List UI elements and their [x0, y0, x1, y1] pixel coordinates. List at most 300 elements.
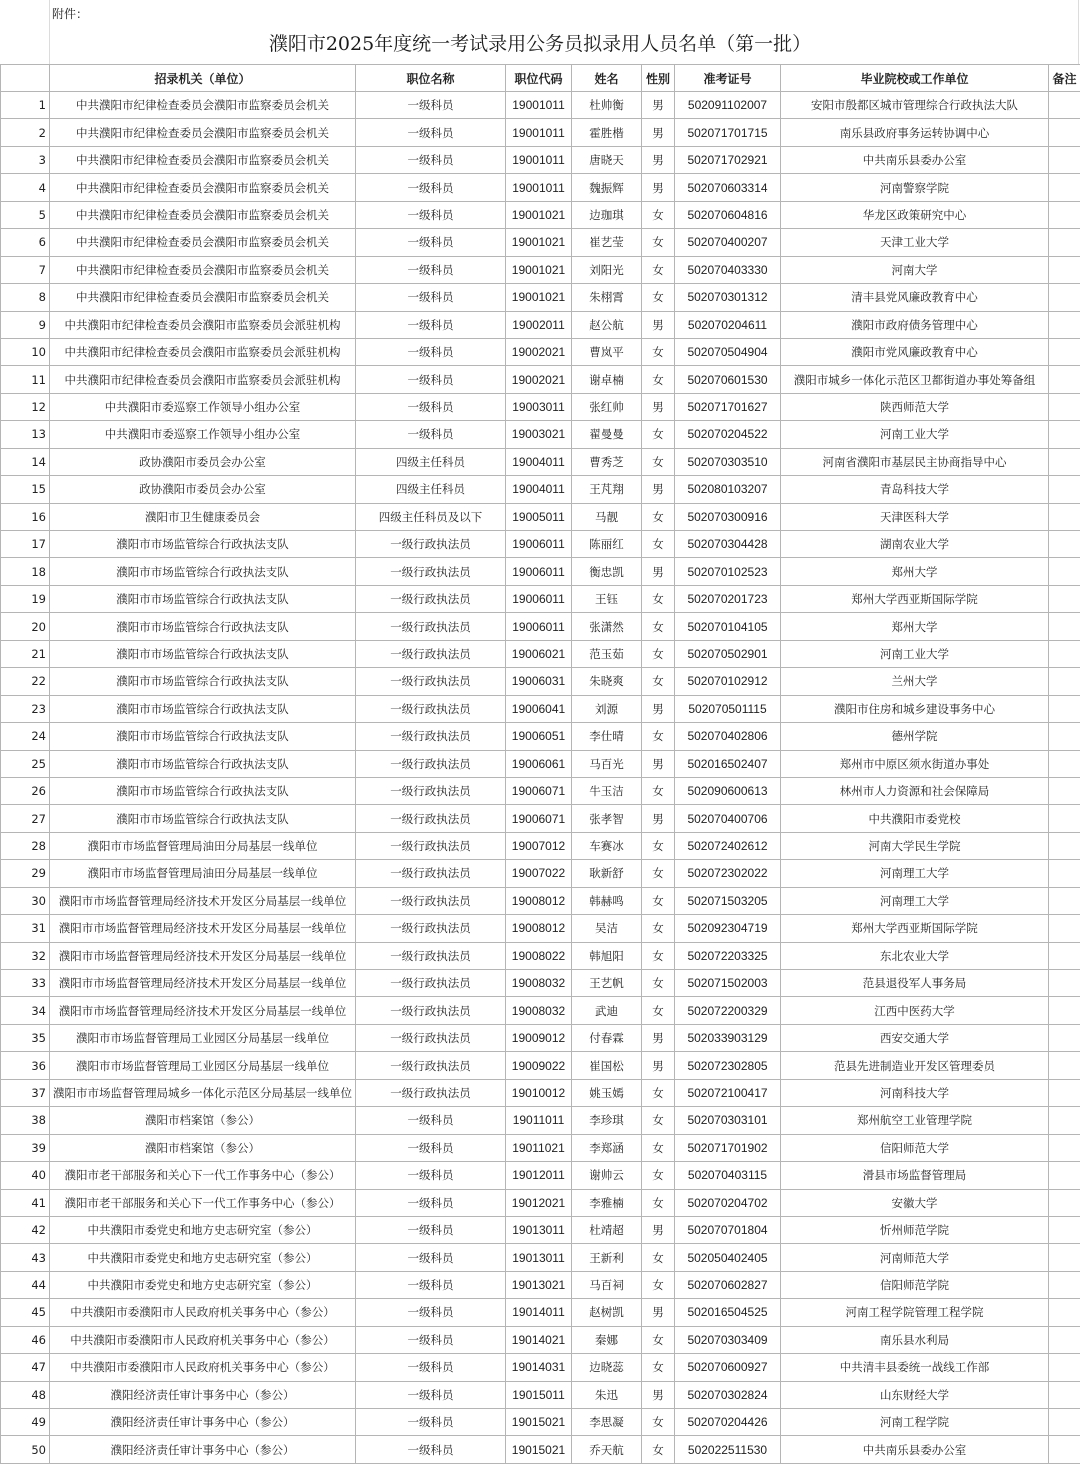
organization-cell: 濮阳市市场监督管理局经济技术开发区分局基层一线单位	[50, 942, 356, 969]
row-index: 10	[1, 338, 50, 365]
organization-cell: 中共濮阳市委党史和地方史志研究室（参公）	[50, 1271, 356, 1298]
name-cell: 马靓	[572, 503, 642, 530]
row-index: 7	[1, 256, 50, 283]
row-index: 41	[1, 1189, 50, 1216]
organization-cell: 濮阳市市场监督管理局城乡一体化示范区分局基层一线单位	[50, 1079, 356, 1106]
position-code-cell: 19001011	[506, 146, 572, 173]
table-row	[1, 366, 1080, 393]
position-cell: 一级行政执法员	[356, 970, 506, 997]
header-organization: 招录机关（单位）	[50, 65, 356, 92]
organization-cell: 濮阳市市场监督管理局工业园区分局基层一线单位	[50, 1024, 356, 1051]
exam-number-cell: 502071701715	[675, 119, 781, 146]
remarks-cell	[1049, 229, 1080, 256]
table-row	[1, 503, 1080, 530]
name-cell: 李仕晴	[572, 723, 642, 750]
school-cell: 青岛科技大学	[781, 476, 1049, 503]
organization-cell: 濮阳经济责任审计事务中心（参公）	[50, 1381, 356, 1408]
gender-cell: 男	[642, 311, 675, 338]
header-gender: 性别	[642, 65, 675, 92]
organization-cell: 濮阳市档案馆（参公）	[50, 1107, 356, 1134]
row-index: 30	[1, 887, 50, 914]
school-cell: 范县退役军人事务局	[781, 970, 1049, 997]
exam-number-cell: 502033903129	[675, 1024, 781, 1051]
row-index: 49	[1, 1409, 50, 1436]
exam-number-cell: 502022511530	[675, 1436, 781, 1463]
name-cell: 范玉茹	[572, 640, 642, 667]
organization-cell: 中共濮阳市委濮阳市人民政府机关事务中心（参公）	[50, 1326, 356, 1353]
table-body	[1, 92, 1080, 1464]
school-cell: 河南师范大学	[781, 1244, 1049, 1271]
position-code-cell: 19008022	[506, 942, 572, 969]
row-index: 28	[1, 832, 50, 859]
school-cell: 中共南乐县委办公室	[781, 146, 1049, 173]
position-cell: 一级科员	[356, 1326, 506, 1353]
remarks-cell	[1049, 256, 1080, 283]
gender-cell: 女	[642, 201, 675, 228]
gender-cell: 女	[642, 1079, 675, 1106]
name-cell: 崔国松	[572, 1052, 642, 1079]
position-code-cell: 19014011	[506, 1299, 572, 1326]
table-row	[1, 1354, 1080, 1381]
position-cell: 一级科员	[356, 1189, 506, 1216]
name-cell: 刘源	[572, 695, 642, 722]
school-cell: 河南大学民生学院	[781, 832, 1049, 859]
position-code-cell: 19013011	[506, 1244, 572, 1271]
organization-cell: 中共濮阳市委濮阳市人民政府机关事务中心（参公）	[50, 1299, 356, 1326]
position-cell: 一级行政执法员	[356, 558, 506, 585]
position-cell: 一级科员	[356, 1299, 506, 1326]
gender-cell: 女	[642, 723, 675, 750]
position-cell: 四级主任科员	[356, 448, 506, 475]
organization-cell: 濮阳市档案馆（参公）	[50, 1134, 356, 1161]
remarks-cell	[1049, 558, 1080, 585]
row-index: 37	[1, 1079, 50, 1106]
position-cell: 一级行政执法员	[356, 640, 506, 667]
table-row	[1, 476, 1080, 503]
exam-number-cell: 502080103207	[675, 476, 781, 503]
exam-number-cell: 502070301312	[675, 284, 781, 311]
exam-number-cell: 502070403330	[675, 256, 781, 283]
gender-cell: 女	[642, 1134, 675, 1161]
name-cell: 张潇然	[572, 613, 642, 640]
school-cell: 河南省濮阳市基层民主协商指导中心	[781, 448, 1049, 475]
row-index: 48	[1, 1381, 50, 1408]
organization-cell: 中共濮阳市委巡察工作领导小组办公室	[50, 421, 356, 448]
organization-cell: 中共濮阳市纪律检查委员会濮阳市监察委员会派驻机构	[50, 311, 356, 338]
exam-number-cell: 502091102007	[675, 92, 781, 119]
organization-cell: 中共濮阳市委濮阳市人民政府机关事务中心（参公）	[50, 1354, 356, 1381]
position-code-cell: 19006071	[506, 805, 572, 832]
name-cell: 武迪	[572, 997, 642, 1024]
name-cell: 赵树凯	[572, 1299, 642, 1326]
exam-number-cell: 502070402806	[675, 723, 781, 750]
organization-cell: 濮阳市市场监管综合行政执法支队	[50, 750, 356, 777]
organization-cell: 濮阳经济责任审计事务中心（参公）	[50, 1409, 356, 1436]
table-row	[1, 338, 1080, 365]
gender-cell: 女	[642, 942, 675, 969]
exam-number-cell: 502070603314	[675, 174, 781, 201]
position-cell: 一级科员	[356, 119, 506, 146]
name-cell: 马百祠	[572, 1271, 642, 1298]
remarks-cell	[1049, 92, 1080, 119]
school-cell: 濮阳市党风廉政教育中心	[781, 338, 1049, 365]
organization-cell: 濮阳市市场监督管理局经济技术开发区分局基层一线单位	[50, 997, 356, 1024]
position-code-cell: 19006011	[506, 613, 572, 640]
school-cell: 德州学院	[781, 723, 1049, 750]
gender-cell: 男	[642, 1299, 675, 1326]
gender-cell: 男	[642, 1052, 675, 1079]
remarks-cell	[1049, 970, 1080, 997]
name-cell: 张红帅	[572, 393, 642, 420]
school-cell: 林州市人力资源和社会保障局	[781, 777, 1049, 804]
school-cell: 中共濮阳市委党校	[781, 805, 1049, 832]
table-row	[1, 1244, 1080, 1271]
gender-cell: 女	[642, 860, 675, 887]
gender-cell: 女	[642, 1271, 675, 1298]
table-row	[1, 1326, 1080, 1353]
remarks-cell	[1049, 777, 1080, 804]
table-row	[1, 1299, 1080, 1326]
name-cell: 赵公航	[572, 311, 642, 338]
exam-number-cell: 502070104105	[675, 613, 781, 640]
position-code-cell: 19006071	[506, 777, 572, 804]
position-cell: 一级科员	[356, 284, 506, 311]
position-code-cell: 19002021	[506, 366, 572, 393]
remarks-cell	[1049, 476, 1080, 503]
school-cell: 河南工程学院	[781, 1409, 1049, 1436]
gender-cell: 女	[642, 421, 675, 448]
remarks-cell	[1049, 284, 1080, 311]
exam-number-cell: 502072200329	[675, 997, 781, 1024]
school-cell: 范县先进制造业开发区管理委员	[781, 1052, 1049, 1079]
organization-cell: 中共濮阳市纪律检查委员会濮阳市监察委员会机关	[50, 201, 356, 228]
remarks-cell	[1049, 146, 1080, 173]
gender-cell: 女	[642, 668, 675, 695]
position-cell: 一级行政执法员	[356, 915, 506, 942]
table-row	[1, 585, 1080, 612]
position-cell: 一级行政执法员	[356, 695, 506, 722]
school-cell: 郑州大学西亚斯国际学院	[781, 585, 1049, 612]
gender-cell: 女	[642, 1244, 675, 1271]
exam-number-cell: 502070300916	[675, 503, 781, 530]
exam-number-cell: 502072302805	[675, 1052, 781, 1079]
gender-cell: 女	[642, 970, 675, 997]
name-cell: 刘阳光	[572, 256, 642, 283]
gender-cell: 女	[642, 1162, 675, 1189]
remarks-cell	[1049, 668, 1080, 695]
position-code-cell: 19011021	[506, 1134, 572, 1161]
school-cell: 河南理工大学	[781, 887, 1049, 914]
exam-number-cell: 502072402612	[675, 832, 781, 859]
remarks-cell	[1049, 119, 1080, 146]
row-index: 40	[1, 1162, 50, 1189]
position-code-cell: 19002021	[506, 338, 572, 365]
remarks-cell	[1049, 1189, 1080, 1216]
name-cell: 朱晓爽	[572, 668, 642, 695]
position-cell: 一级科员	[356, 256, 506, 283]
gender-cell: 女	[642, 1354, 675, 1381]
position-code-cell: 19006061	[506, 750, 572, 777]
school-cell: 信阳师范大学	[781, 1134, 1049, 1161]
name-cell: 唐晓天	[572, 146, 642, 173]
remarks-cell	[1049, 338, 1080, 365]
position-code-cell: 19009022	[506, 1052, 572, 1079]
remarks-cell	[1049, 750, 1080, 777]
name-cell: 牛玉洁	[572, 777, 642, 804]
name-cell: 陈丽红	[572, 531, 642, 558]
gender-cell: 女	[642, 997, 675, 1024]
name-cell: 谢帅云	[572, 1162, 642, 1189]
row-index: 11	[1, 366, 50, 393]
name-cell: 杜靖超	[572, 1216, 642, 1243]
position-code-cell: 19006041	[506, 695, 572, 722]
table-row	[1, 531, 1080, 558]
gender-cell: 女	[642, 338, 675, 365]
school-cell: 江西中医药大学	[781, 997, 1049, 1024]
remarks-cell	[1049, 887, 1080, 914]
exam-number-cell: 502071502003	[675, 970, 781, 997]
row-index: 8	[1, 284, 50, 311]
gender-cell: 男	[642, 174, 675, 201]
table-row	[1, 1052, 1080, 1079]
remarks-cell	[1049, 1409, 1080, 1436]
position-code-cell: 19009012	[506, 1024, 572, 1051]
exam-number-cell: 502070304428	[675, 531, 781, 558]
position-cell: 一级科员	[356, 1271, 506, 1298]
position-cell: 一级行政执法员	[356, 750, 506, 777]
school-cell: 清丰县党风廉政教育中心	[781, 284, 1049, 311]
table-row	[1, 92, 1080, 119]
gender-cell: 女	[642, 366, 675, 393]
position-cell: 一级行政执法员	[356, 805, 506, 832]
position-cell: 一级科员	[356, 1134, 506, 1161]
remarks-cell	[1049, 201, 1080, 228]
school-cell: 中共清丰县委统一战线工作部	[781, 1354, 1049, 1381]
position-code-cell: 19003011	[506, 393, 572, 420]
row-index: 42	[1, 1216, 50, 1243]
school-cell: 陕西师范大学	[781, 393, 1049, 420]
table-row	[1, 448, 1080, 475]
organization-cell: 濮阳市老干部服务和关心下一代工作事务中心（参公）	[50, 1162, 356, 1189]
organization-cell: 濮阳市市场监管综合行政执法支队	[50, 668, 356, 695]
organization-cell: 濮阳市市场监督管理局经济技术开发区分局基层一线单位	[50, 915, 356, 942]
table-row	[1, 1162, 1080, 1189]
position-code-cell: 19004011	[506, 448, 572, 475]
table-row	[1, 284, 1080, 311]
position-code-cell: 19006011	[506, 585, 572, 612]
position-code-cell: 19012011	[506, 1162, 572, 1189]
remarks-cell	[1049, 503, 1080, 530]
exam-number-cell: 502070204522	[675, 421, 781, 448]
name-cell: 曹岚平	[572, 338, 642, 365]
name-cell: 王钰	[572, 585, 642, 612]
row-index: 5	[1, 201, 50, 228]
gender-cell: 女	[642, 613, 675, 640]
remarks-cell	[1049, 695, 1080, 722]
header-position: 职位名称	[356, 65, 506, 92]
row-index: 18	[1, 558, 50, 585]
organization-cell: 中共濮阳市纪律检查委员会濮阳市监察委员会派驻机构	[50, 338, 356, 365]
school-cell: 南乐县政府事务运转协调中心	[781, 119, 1049, 146]
exam-number-cell: 502072203325	[675, 942, 781, 969]
gender-cell: 男	[642, 393, 675, 420]
exam-number-cell: 502070204702	[675, 1189, 781, 1216]
row-index: 2	[1, 119, 50, 146]
position-code-cell: 19001021	[506, 229, 572, 256]
remarks-cell	[1049, 1436, 1080, 1463]
school-cell: 河南大学	[781, 256, 1049, 283]
table-row	[1, 887, 1080, 914]
name-cell: 朱迅	[572, 1381, 642, 1408]
school-cell: 郑州航空工业管理学院	[781, 1107, 1049, 1134]
row-index: 44	[1, 1271, 50, 1298]
exam-number-cell: 502016502407	[675, 750, 781, 777]
name-cell: 朱栩霄	[572, 284, 642, 311]
remarks-cell	[1049, 174, 1080, 201]
gender-cell: 女	[642, 915, 675, 942]
organization-cell: 濮阳市老干部服务和关心下一代工作事务中心（参公）	[50, 1189, 356, 1216]
table-row	[1, 201, 1080, 228]
organization-cell: 中共濮阳市纪律检查委员会濮阳市监察委员会机关	[50, 174, 356, 201]
organization-cell: 濮阳市市场监管综合行政执法支队	[50, 613, 356, 640]
gender-cell: 女	[642, 531, 675, 558]
row-index: 26	[1, 777, 50, 804]
table-row	[1, 942, 1080, 969]
position-code-cell: 19007012	[506, 832, 572, 859]
row-index: 15	[1, 476, 50, 503]
roster-table	[0, 64, 1080, 1464]
row-index: 14	[1, 448, 50, 475]
position-cell: 一级科员	[356, 421, 506, 448]
remarks-cell	[1049, 1134, 1080, 1161]
remarks-cell	[1049, 421, 1080, 448]
organization-cell: 中共濮阳市纪律检查委员会濮阳市监察委员会派驻机构	[50, 366, 356, 393]
position-code-cell: 19006031	[506, 668, 572, 695]
school-cell: 南乐县水利局	[781, 1326, 1049, 1353]
school-cell: 河南科技大学	[781, 1079, 1049, 1106]
exam-number-cell: 502070600927	[675, 1354, 781, 1381]
exam-number-cell: 502070204611	[675, 311, 781, 338]
remarks-cell	[1049, 448, 1080, 475]
organization-cell: 濮阳市市场监督管理局经济技术开发区分局基层一线单位	[50, 970, 356, 997]
position-cell: 一级科员	[356, 1107, 506, 1134]
attachment-label: 附件：	[52, 7, 89, 21]
table-row	[1, 174, 1080, 201]
position-cell: 一级科员	[356, 1162, 506, 1189]
exam-number-cell: 502072302022	[675, 860, 781, 887]
gender-cell: 女	[642, 284, 675, 311]
position-cell: 一级科员	[356, 1436, 506, 1463]
row-index: 12	[1, 393, 50, 420]
organization-cell: 中共濮阳市委党史和地方史志研究室（参公）	[50, 1216, 356, 1243]
name-cell: 李思凝	[572, 1409, 642, 1436]
organization-cell: 濮阳经济责任审计事务中心（参公）	[50, 1436, 356, 1463]
gender-cell: 男	[642, 146, 675, 173]
position-code-cell: 19013011	[506, 1216, 572, 1243]
row-index: 25	[1, 750, 50, 777]
exam-number-cell: 502092304719	[675, 915, 781, 942]
table-row	[1, 1107, 1080, 1134]
gender-cell: 女	[642, 832, 675, 859]
position-cell: 一级行政执法员	[356, 613, 506, 640]
gender-cell: 男	[642, 695, 675, 722]
row-index: 36	[1, 1052, 50, 1079]
name-cell: 边晓蕊	[572, 1354, 642, 1381]
position-code-cell: 19001021	[506, 201, 572, 228]
gender-cell: 女	[642, 1189, 675, 1216]
gender-cell: 男	[642, 1024, 675, 1051]
position-code-cell: 19001011	[506, 174, 572, 201]
position-code-cell: 19001011	[506, 119, 572, 146]
remarks-cell	[1049, 613, 1080, 640]
position-code-cell: 19006011	[506, 531, 572, 558]
remarks-cell	[1049, 1271, 1080, 1298]
exam-number-cell: 502016504525	[675, 1299, 781, 1326]
position-cell: 一级行政执法员	[356, 942, 506, 969]
gender-cell: 男	[642, 119, 675, 146]
remarks-cell	[1049, 1162, 1080, 1189]
exam-number-cell: 502071702921	[675, 146, 781, 173]
exam-number-cell: 502070602827	[675, 1271, 781, 1298]
table-row	[1, 723, 1080, 750]
table-row	[1, 393, 1080, 420]
position-cell: 一级科员	[356, 1216, 506, 1243]
organization-cell: 濮阳市市场监管综合行政执法支队	[50, 723, 356, 750]
organization-cell: 中共濮阳市纪律检查委员会濮阳市监察委员会机关	[50, 146, 356, 173]
school-cell: 兰州大学	[781, 668, 1049, 695]
remarks-cell	[1049, 1216, 1080, 1243]
school-cell: 安徽大学	[781, 1189, 1049, 1216]
position-code-cell: 19006011	[506, 558, 572, 585]
row-index: 34	[1, 997, 50, 1024]
exam-number-cell: 502070400706	[675, 805, 781, 832]
row-index: 24	[1, 723, 50, 750]
remarks-cell	[1049, 832, 1080, 859]
table-row	[1, 1216, 1080, 1243]
table-row	[1, 805, 1080, 832]
gender-cell: 男	[642, 558, 675, 585]
exam-number-cell: 502070504904	[675, 338, 781, 365]
name-cell: 王芃翔	[572, 476, 642, 503]
name-cell: 吴洁	[572, 915, 642, 942]
position-code-cell: 19008032	[506, 997, 572, 1024]
school-cell: 天津工业大学	[781, 229, 1049, 256]
position-cell: 一级行政执法员	[356, 832, 506, 859]
remarks-cell	[1049, 366, 1080, 393]
position-code-cell: 19015021	[506, 1436, 572, 1463]
position-code-cell: 19001011	[506, 92, 572, 119]
name-cell: 李郑涵	[572, 1134, 642, 1161]
remarks-cell	[1049, 640, 1080, 667]
school-cell: 郑州市中原区须水街道办事处	[781, 750, 1049, 777]
table-row	[1, 613, 1080, 640]
organization-cell: 濮阳市市场监管综合行政执法支队	[50, 531, 356, 558]
school-cell: 河南工业大学	[781, 640, 1049, 667]
row-index: 43	[1, 1244, 50, 1271]
table-row	[1, 146, 1080, 173]
exam-number-cell: 502090600613	[675, 777, 781, 804]
school-cell: 天津医科大学	[781, 503, 1049, 530]
gender-cell: 男	[642, 1216, 675, 1243]
gender-cell: 女	[642, 1409, 675, 1436]
row-index: 3	[1, 146, 50, 173]
school-cell: 忻州师范学院	[781, 1216, 1049, 1243]
exam-number-cell: 502070403115	[675, 1162, 781, 1189]
organization-cell: 中共濮阳市纪律检查委员会濮阳市监察委员会机关	[50, 284, 356, 311]
organization-cell: 濮阳市卫生健康委员会	[50, 503, 356, 530]
position-cell: 一级行政执法员	[356, 1079, 506, 1106]
name-cell: 谢卓楠	[572, 366, 642, 393]
